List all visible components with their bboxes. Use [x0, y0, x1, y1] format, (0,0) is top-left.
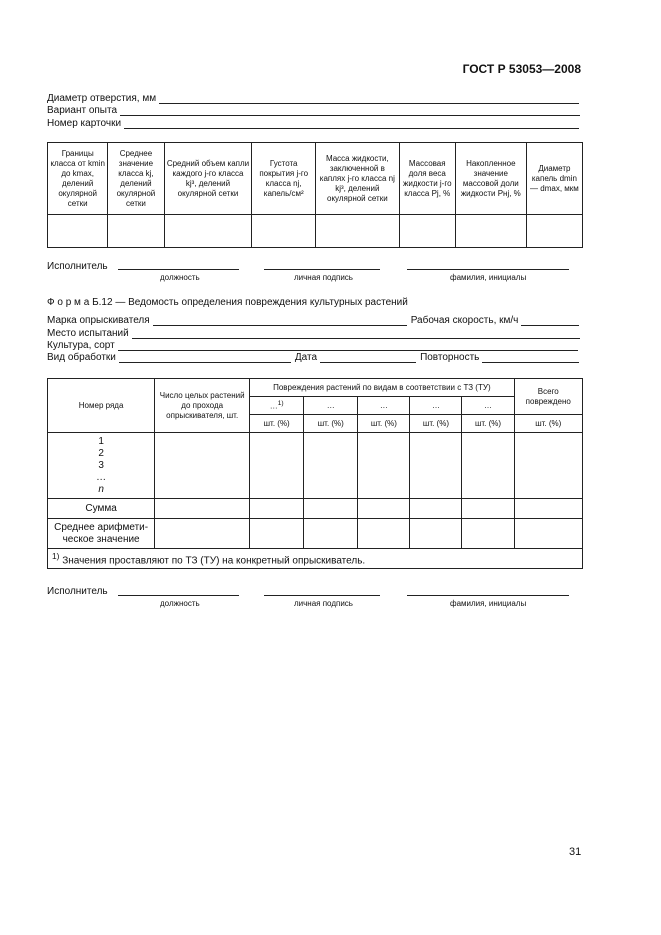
droplet-table [47, 142, 583, 248]
cell [250, 433, 304, 499]
cell [304, 519, 358, 549]
cell [108, 215, 164, 248]
cell [514, 519, 582, 549]
cell [462, 499, 514, 519]
signature-line [407, 269, 569, 270]
cell [514, 433, 582, 499]
field-line [119, 351, 291, 363]
unit-cell: шт. (%) [358, 415, 410, 433]
row-sum: Сумма [48, 499, 155, 519]
caption-name: фамилия, инициалы [450, 599, 527, 608]
document-code: ГОСТ Р 53053—2008 [462, 62, 581, 76]
field-line [159, 92, 579, 104]
cell [526, 215, 582, 248]
caption-signature: личная подпись [294, 273, 353, 282]
caption-name: фамилия, инициалы [450, 273, 527, 282]
unit-cell: шт. (%) [250, 415, 304, 433]
field-crop: Культура, сорт [47, 339, 578, 351]
cell [250, 499, 304, 519]
field-line [521, 314, 579, 326]
cell [155, 433, 250, 499]
col-diameter: Диаметр капель dmin — dmax, мкм [526, 143, 582, 215]
col-class-bounds: Границы класса от kmin до kmax, делений окулярной сетки [48, 143, 108, 215]
field-hole-diameter: Диаметр отверстия, мм [47, 92, 579, 104]
col-plant-count: Число целых растений до прохода опрыскивателя, шт. [155, 379, 250, 433]
col-class-mean: Среднее значение класса kj, делений окулярной сетки [108, 143, 164, 215]
cell [358, 519, 410, 549]
cell [304, 499, 358, 519]
signature-line [407, 595, 569, 596]
caption-signature: личная подпись [294, 599, 353, 608]
cell [410, 519, 462, 549]
field-line [153, 314, 407, 326]
field-variant: Вариант опыта [47, 104, 580, 116]
col-damage-types: Повреждения растений по видам в соответствии с ТЗ (ТУ) [250, 379, 514, 397]
col-row-number: Номер ряда [48, 379, 155, 433]
subcol-damage-3: … [358, 397, 410, 415]
col-coverage: Густота покрытия j-го класса nj, капель/см² [252, 143, 316, 215]
field-line [132, 327, 580, 339]
cell [358, 433, 410, 499]
field-card-number: Номер карточки [47, 117, 579, 129]
unit-cell: шт. (%) [304, 415, 358, 433]
unit-cell: шт. (%) [462, 415, 514, 433]
col-drop-volume: Средний объем капли каждого j-го класса kj³, делений окулярной сетки [164, 143, 252, 215]
subcol-damage-1: …$^{1)}$ [250, 397, 304, 415]
field-line [482, 351, 579, 363]
cell [48, 215, 108, 248]
cell [455, 215, 526, 248]
cell [250, 519, 304, 549]
cell [358, 499, 410, 519]
cell [514, 499, 582, 519]
cell [316, 215, 400, 248]
cell [462, 433, 514, 499]
field-line [320, 351, 416, 363]
row-mean: Среднее арифмети-ческое значение [48, 519, 155, 549]
caption-position: должность [160, 273, 200, 282]
col-mass-fraction: Массовая доля веса жидкости j-го класса Pj, % [399, 143, 455, 215]
field-treatment: Вид обработки Дата Повторность [47, 351, 579, 363]
subcol-damage-5: … [462, 397, 514, 415]
col-cumulative: Накопленное значение массовой доли жидкости Pнj, % [455, 143, 526, 215]
field-line [124, 117, 579, 129]
row-numbers: 1 2 3 … n [48, 433, 155, 499]
signature-line [264, 595, 380, 596]
signature-line [118, 269, 239, 270]
signature-line [118, 595, 239, 596]
damage-table [47, 378, 583, 569]
field-sprayer: Марка опрыскивателя Рабочая скорость, км/ч [47, 314, 579, 326]
executor-label: Исполнитель [47, 586, 108, 597]
caption-position: должность [160, 599, 200, 608]
cell [155, 519, 250, 549]
col-total-damaged: Всего повреждено [514, 379, 582, 415]
executor-label: Исполнитель [47, 261, 108, 272]
unit-cell: шт. (%) [514, 415, 582, 433]
signature-line [264, 269, 380, 270]
col-liquid-mass: Масса жидкости, заключенной в каплях j-го класса nj kj³, делений окулярной сетки [316, 143, 400, 215]
field-place: Место испытаний [47, 327, 580, 339]
cell [252, 215, 316, 248]
cell [155, 499, 250, 519]
cell [304, 433, 358, 499]
cell [399, 215, 455, 248]
subcol-damage-2: … [304, 397, 358, 415]
cell [164, 215, 252, 248]
field-line [118, 339, 578, 351]
table-footnote: $^{1)}$ Значения проставляют по ТЗ (ТУ) на конкретный опрыскиватель. [48, 549, 583, 569]
cell [410, 499, 462, 519]
form-title: Ф о р м а Б.12 — Ведомость определения повреждения культурных растений [47, 297, 408, 308]
field-line [120, 104, 580, 116]
cell [462, 519, 514, 549]
cell [410, 433, 462, 499]
page-number: 31 [569, 846, 582, 858]
subcol-damage-4: … [410, 397, 462, 415]
unit-cell: шт. (%) [410, 415, 462, 433]
